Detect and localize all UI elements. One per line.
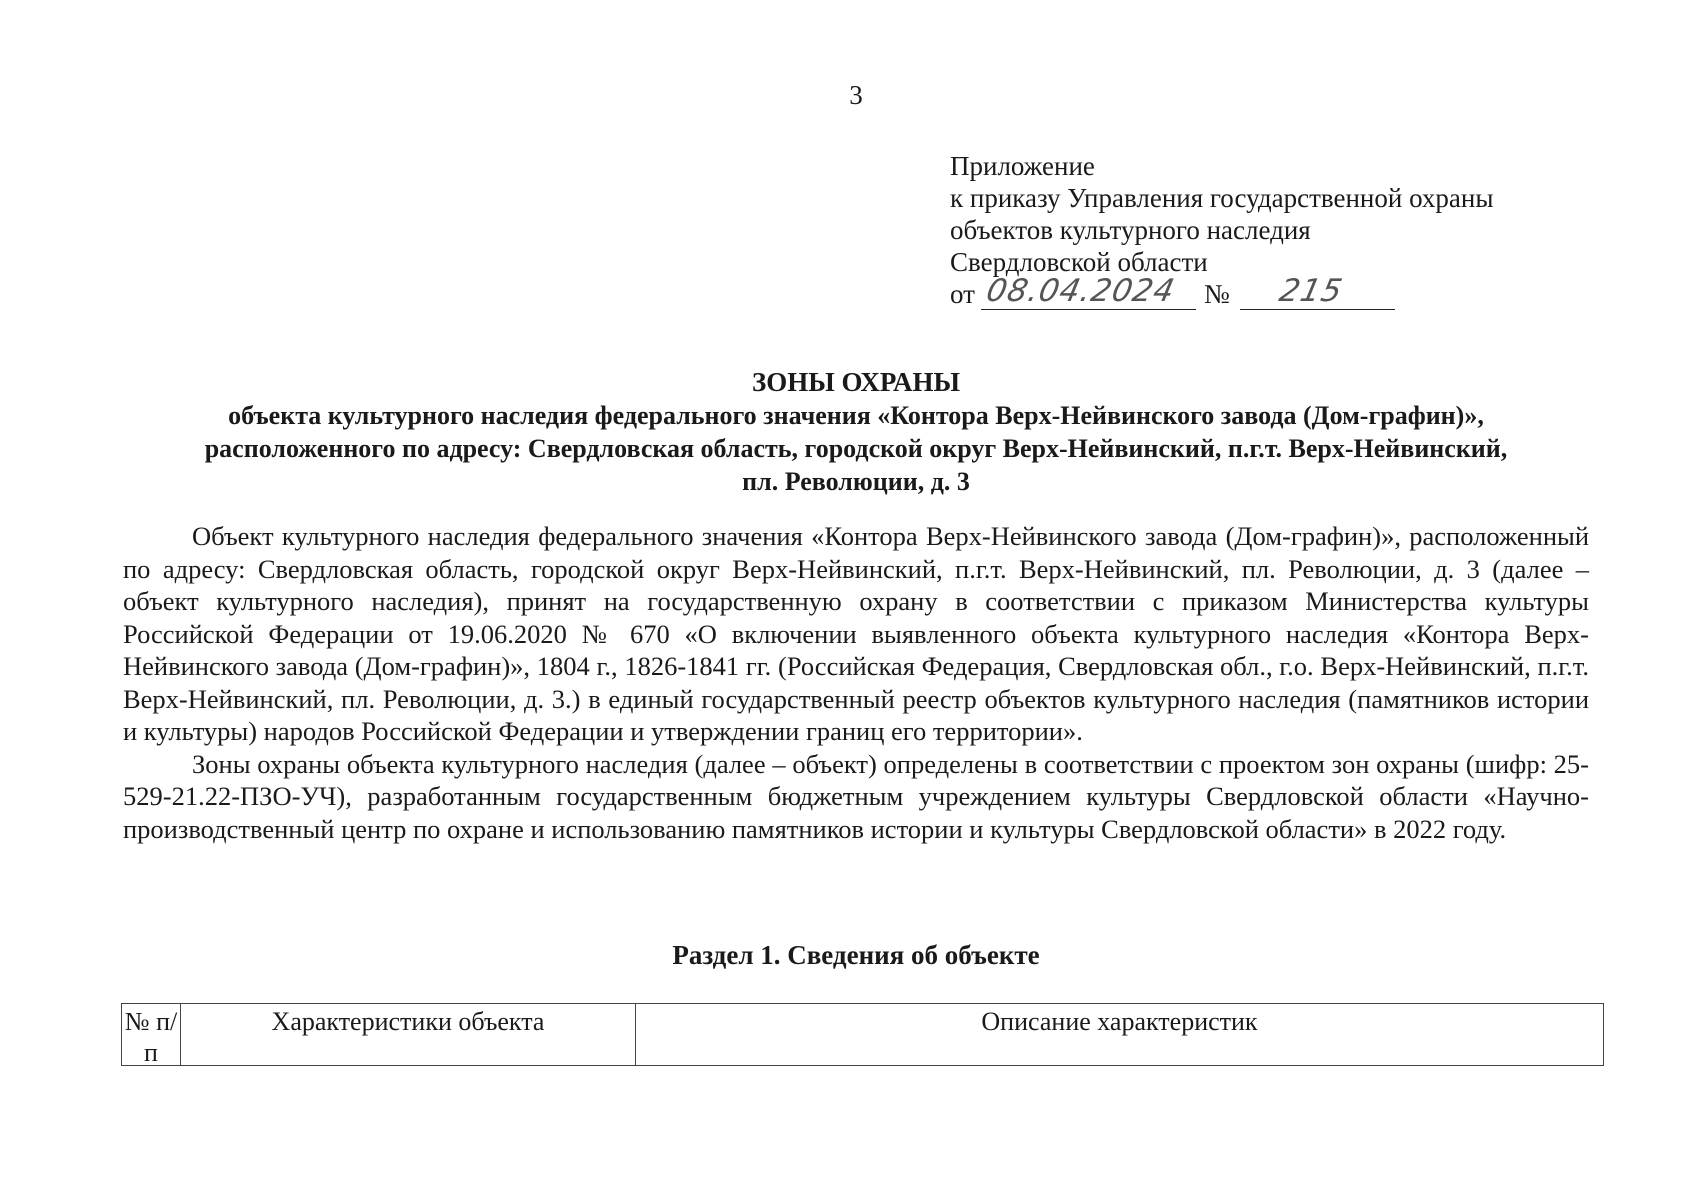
title-main: ЗОНЫ ОХРАНЫ (752, 367, 960, 397)
order-number-field (1240, 273, 1395, 310)
appendix-line-1: Приложение (950, 151, 1095, 181)
table-header-number: № п/п (122, 1004, 181, 1065)
body-text (123, 520, 1589, 845)
paragraph-object-description: Объект культурного наследия федерального значения «Контора Верх-Нейвинского завода (Дом-графин)», расположенный по адресу: Свердловская область, городской округ Верх-Нейвинский, п.г.т. Верх-Нейвинский, пл. Революции, д. 3 (далее – объект культурного наследия), принят на государственную охрану в соответствии с приказом Министерства культуры Российской Федерации от 19.06.2020 № 670 «О включении выявленного объекта культурного наследия «Контора Верх-Нейвинского завода (Дом-графин)», 1804 г., 1826-1841 гг. (Российская Федерация, Свердловская обл., г.о. Верх-Нейвинский, п.г.т. Верх-Нейвинский, пл. Революции, д. 3.) в единый государственный реестр объектов культурного наследия (памятников истории и культуры) народов Российской Федерации и утверждении границ его территории». (123, 521, 1589, 746)
title-line-2: расположенного по адресу: Свердловская область, городской округ Верх-Нейвинский, п.г.т. Верх-Нейвинский, (204, 434, 1508, 463)
appendix-block (950, 150, 1493, 310)
section-title: Раздел 1. Сведения об объекте (672, 940, 1040, 970)
object-info-table (121, 1003, 1604, 1066)
order-date-field (981, 273, 1196, 310)
number-label: № (1203, 279, 1230, 309)
order-date-number-line (950, 273, 1493, 310)
page-number: 3 (849, 80, 863, 110)
document-title (120, 366, 1592, 498)
table-header-characteristics: Характеристики объекта (181, 1004, 636, 1065)
title-line-1: объекта культурного наследия федерального значения «Контора Верх-Нейвинского завода (Дом-графин)», (228, 401, 1484, 430)
paragraph-protection-zones: Зоны охраны объекта культурного наследия (далее – объект) определены в соответствии с проектом зон охраны (шифр: 25-529-21.22-ПЗО-УЧ), разработанным государственным бюджетным учреждением культуры Свердловской области «Научно-производственный центр по охране и использованию памятников истории и культуры Свердловской области» в 2022 году. (123, 748, 1589, 844)
appendix-line-3: объектов культурного наследия (950, 215, 1311, 245)
title-line-3: пл. Революции, д. 3 (742, 467, 970, 496)
from-label: от (950, 279, 975, 309)
appendix-line-4: Свердловской области (950, 247, 1208, 277)
handwritten-date: 08.04.2024 (983, 273, 1179, 309)
table-header-description: Описание характеристик (981, 1007, 1258, 1036)
handwritten-number: 215 (1275, 273, 1346, 309)
appendix-line-2: к приказу Управления государственной охраны (950, 183, 1494, 213)
